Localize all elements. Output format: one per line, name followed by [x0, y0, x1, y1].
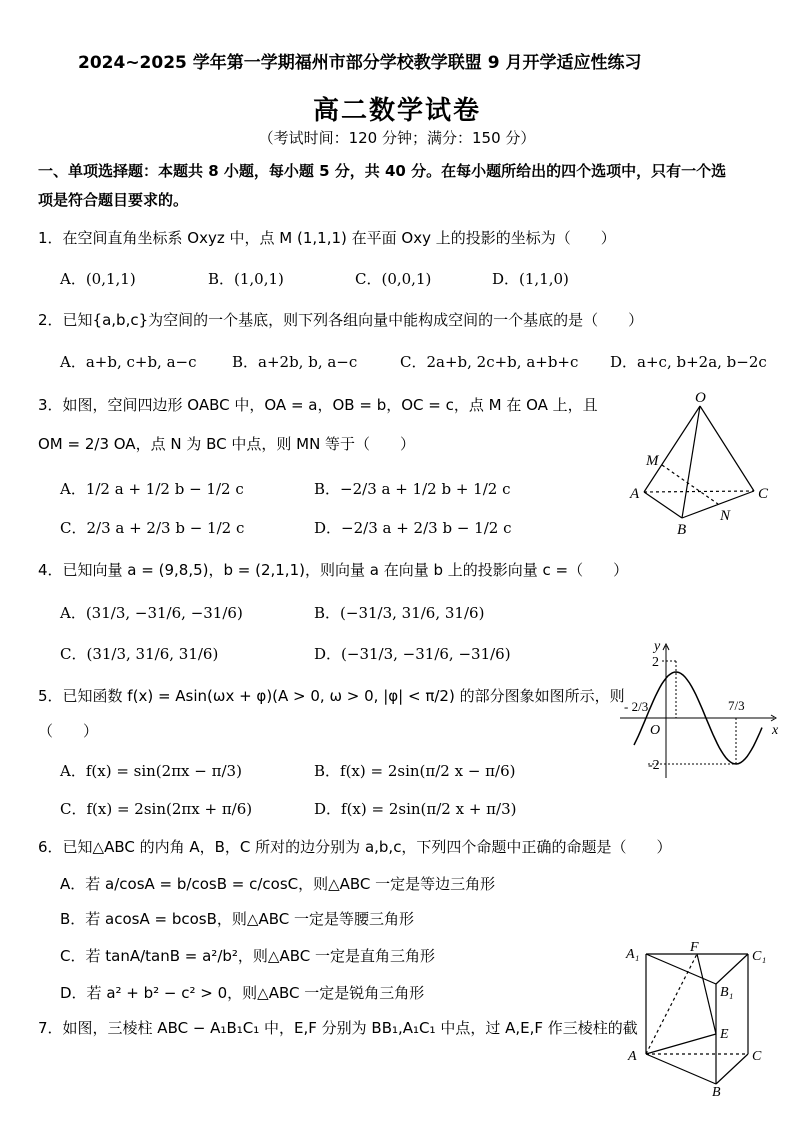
fig3-label-n: N [720, 508, 731, 524]
graph-label-xneg: - 2/3 [624, 699, 649, 714]
fig7-label-f: F [690, 940, 699, 955]
q6-option-c: C．若 tanA/tanB = a²/b²，则△ABC 一定是直角三角形 [60, 947, 435, 965]
fig7-label-b: B [712, 1085, 721, 1098]
q1-option-d: D．(1,1,0) [492, 270, 569, 288]
q7-stem: 7．如图，三棱柱 ABC − A₁B₁C₁ 中，E,F 分别为 BB₁,A₁C₁ 中点，过 A,E,F 作三棱柱的截 [38, 1019, 638, 1037]
q2-option-d: D．a+c, b+2a, b−2c [610, 353, 767, 371]
graph-label-ymax: 2 [652, 655, 659, 670]
fig7-label-a: A [628, 1049, 637, 1064]
graph-label-y: y [654, 639, 661, 654]
q3-option-d: D．−2/3 a + 2/3 b − 1/2 c [314, 519, 512, 537]
q2-option-a: A．a+b, c+b, a−c [60, 353, 197, 371]
q3-option-b: B．−2/3 a + 1/2 b + 1/2 c [314, 480, 511, 498]
graph-label-xpos: 7/3 [728, 698, 745, 713]
fig3-label-o: O [695, 390, 706, 406]
q5-option-b: B．f(x) = 2sin(π/2 x − π/6) [314, 762, 516, 780]
q4-option-b: B．(−31/3, 31/6, 31/6) [314, 604, 485, 622]
q5-stem-1: 5．已知函数 f(x) = Asin(ωx + φ)(A > 0, ω > 0, |φ| < π/2) 的部分图象如图所示，则 [38, 687, 625, 705]
q3-stem-1: 3．如图，空间四边形 OABC 中，OA = a，OB = b，OC = c，点 M 在 OA 上，且 [38, 396, 598, 414]
page-title: 高二数学试卷 [312, 96, 481, 126]
q1-stem: 1．在空间直角坐标系 Oxyz 中，点 M (1,1,1) 在平面 Oxy 上的投影的坐标为（ ） [38, 229, 616, 247]
fig7-label-a1: A₁ [626, 947, 640, 962]
q3-option-a: A．1/2 a + 1/2 b − 1/2 c [60, 480, 244, 498]
graph-label-ymin: -2 [648, 758, 660, 773]
fig7-label-e: E [720, 1027, 729, 1042]
graph-label-origin: O [650, 723, 661, 738]
q3-stem-2: OM = 2/3 OA，点 N 为 BC 中点，则 MN 等于（ ） [38, 435, 416, 453]
q5-option-a: A．f(x) = sin(2πx − π/3) [60, 762, 242, 780]
q1-option-b: B．(1,0,1) [208, 270, 284, 288]
sine-graph-figure [614, 638, 786, 786]
q6-option-d: D．若 a² + b² − c² > 0，则△ABC 一定是锐角三角形 [60, 984, 425, 1002]
q3-option-c: C．2/3 a + 2/3 b − 1/2 c [60, 519, 245, 537]
q6-option-b: B．若 acosA = bcosB，则△ABC 一定是等腰三角形 [60, 910, 414, 928]
prism-figure [620, 938, 790, 1098]
fig7-label-b1: B₁ [720, 985, 734, 1000]
q4-option-d: D．(−31/3, −31/6, −31/6) [314, 645, 511, 663]
q1-option-a: A．(0,1,1) [60, 270, 136, 288]
q5-option-c: C．f(x) = 2sin(2πx + π/6) [60, 800, 253, 818]
q2-stem: 2．已知{a,b,c}为空间的一个基底，则下列各组向量中能构成空间的一个基底的是（ ） [38, 311, 644, 329]
section-heading-2: 项是符合题目要求的。 [38, 191, 189, 209]
q2-option-b: B．a+2b, b, a−c [232, 353, 358, 371]
q4-option-a: A．(31/3, −31/6, −31/6) [60, 604, 243, 622]
fig3-label-c: C [758, 486, 769, 502]
q1-option-c: C．(0,0,1) [355, 270, 432, 288]
q5-stem-2: （ ） [38, 722, 99, 740]
q6-option-a: A．若 a/cosA = b/cosB = c/cosC，则△ABC 一定是等边三角形 [60, 875, 496, 893]
graph-label-x: x [772, 723, 779, 738]
q4-stem: 4．已知向量 a = (9,8,5)，b = (2,1,1)，则向量 a 在向量 b 上的投影向量 c =（ ） [38, 561, 629, 579]
q4-option-c: C．(31/3, 31/6, 31/6) [60, 645, 219, 663]
tetrahedron-figure [622, 388, 782, 538]
q5-option-d: D．f(x) = 2sin(π/2 x + π/3) [314, 800, 517, 818]
q6-stem: 6．已知△ABC 的内角 A，B，C 所对的边分别为 a,b,c，下列四个命题中正确的命题是（ ） [38, 838, 672, 856]
fig3-label-b: B [677, 522, 687, 538]
fig3-label-m: M [646, 453, 659, 469]
fig7-label-c: C [752, 1049, 762, 1064]
q2-option-c: C．2a+b, 2c+b, a+b+c [400, 353, 579, 371]
exam-subtitle: （考试时间：120 分钟；满分：150 分） [258, 129, 536, 147]
fig3-label-a: A [630, 486, 640, 502]
section-heading-1: 一、单项选择题：本题共 8 小题，每小题 5 分，共 40 分。在每小题所给出的四个选项中，只有一个选 [38, 162, 727, 180]
fig7-label-c1: C₁ [752, 949, 767, 964]
exam-header: 2024~2025 学年第一学期福州市部分学校教学联盟 9 月开学适应性练习 [78, 53, 642, 73]
